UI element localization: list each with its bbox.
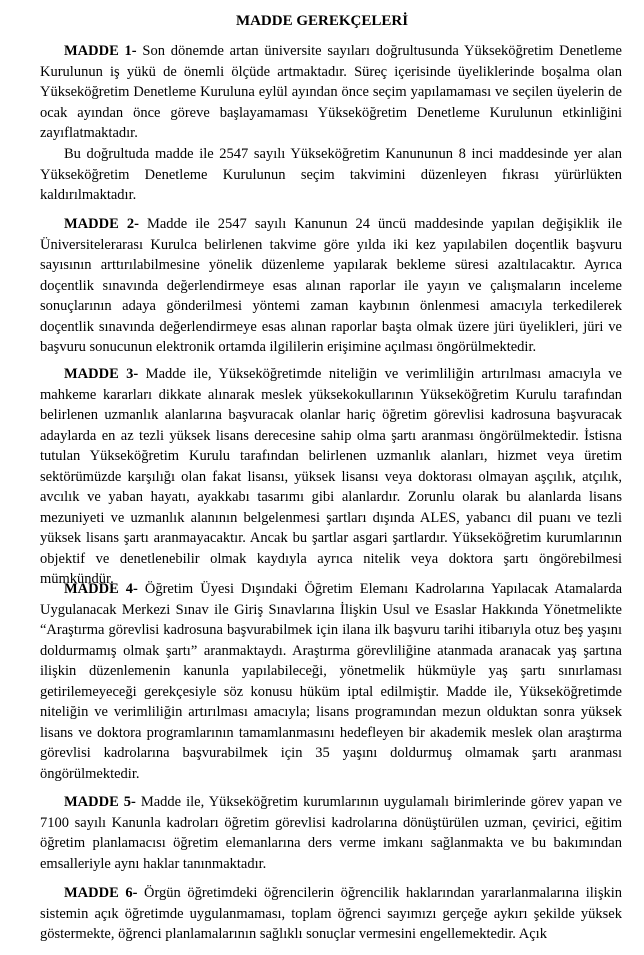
article-6-paragraph: [40, 883, 622, 943]
article-1-heading: MADDE 1-: [64, 43, 137, 59]
document-title: MADDE GEREKÇELERİ: [235, 13, 409, 29]
article-5-heading: MADDE 5-: [64, 794, 136, 810]
article-3-text: Madde ile, Yükseköğretimde niteliğin ve verimliliğin artırılması amacıyla ve mahkeme kararları dikkate alınarak meslek yüksekokullarının Yükseköğretim Kurulu tarafından belirlenen uzmanlık alanlarına başvuracak olanlar hariç öğretim görevlisi kadrosuna başvuracak adaylarda en az tezli yüksek lisans derecesine sahip olma şartı aranması öngörülmektedir. İstisna tutulan Yükseköğretim Kurulu tarafından belirlenen uzmanlık alanları, hizmet veya üretim sektörümüzde karşılığı olan fakat lisansı, yüksek lisansı veya doktorası olmayan aşçılık, atçılık, avcılık ve yaban hayatı, ayakkabı tasarımı gibi alanlardır. Zorunlu olarak bu alanlarda lisans mezuniyeti ve uzmanlık alanının belgelenmesi şartları dışında ALES, yabancı dil puanı ve tezli yüksek lisans şartı aranmayacaktır. Ancak bu şartlar asgari şartlardır. Yükseköğretim kurumlarının objektif ve denetlenebilir olmak kaydıyla ayrıca nitelik veya doktora şartı öngörebilmesi mümkündür.: [40, 366, 622, 587]
article-1-text: Son dönemde artan üniversite sayıları doğrultusunda Yükseköğretim Denetleme Kurulunun iş yükü de önemli ölçüde artmaktadır. Süreç içerisinde üyeliklerinde boşalma olan Yükseköğretim Denetleme Kuruluna eylül ayından önce seçim yapılamaması ve seçilen üyelerin de ocak ayından önce göreve başlayamaması Yükseköğretim Denetleme Kurulunun etkinliğini zayıflatmaktadır.: [40, 43, 622, 141]
article-5-text: Madde ile, Yükseköğretim kurumlarının uygulamalı birimlerinde görev yapan ve 7100 sayılı Kanunla kadroları öğretim görevlisi kadrolarına dönüştürülen uzman, çevirici, eğitim öğretim planlamacısı öğretim elemanlarına ders verme imkanı sağlanmakta ve bu bakımından emsalleriyle aynı haklar tanınmaktadır.: [40, 794, 622, 872]
article-4-paragraph: [40, 579, 622, 784]
article-6-heading: MADDE 6-: [64, 885, 138, 901]
article-4-heading: MADDE 4-: [64, 581, 138, 597]
article-1-paragraph-2: Bu doğrultuda madde ile 2547 sayılı Yükseköğretim Kanununun 8 inci maddesinde yer alan Yükseköğretim Denetleme Kurulunun seçim takvimini düzenleyen fıkrası yürürlükten kaldırılmaktadır.: [40, 146, 622, 203]
article-6-text: Örgün öğretimdeki öğrencilerin öğrencilik haklarından yararlanmalarına ilişkin sistemin açık öğretimde uygulanmaması, toplam öğrenci sayımızı gerçeğe aykırı şekilde yüksek göstermekte, öğrenci planlamalarının sağlıklı sonuçlar vermesini engellemektedir. Açık: [40, 885, 622, 942]
article-3-paragraph: [40, 364, 622, 590]
article-2-paragraph: [40, 214, 622, 358]
article-4-text: Öğretim Üyesi Dışındaki Öğretim Elemanı Kadrolarına Yapılacak Atamalarda Uygulanacak Merkezi Sınav ile Giriş Sınavlarına İlişkin Usul ve Esaslar Hakkında Yönetmelikte “Araştırma görevlisi kadrosuna başvurabilmek için ilana ilk başvuru tarihi itibarıyla otuz beş yaşını doldurmamış olmak şartı” aranmaktaydı. Araştırma görevliliğine atanmada aranacak yaş şartına ilişkin düzenlemenin kanunla yapılabileceği, yönetmelik hükmüyle yaş şartı sınırlaması getirilemeyeceği gerekçesiyle söz konusu hüküm iptal edilmiştir. Madde ile, Yükseköğretimde niteliğin ve verimliliğin artırılması amacıyla; lisans programından mezun olduktan sonra yüksek lisans ve doktora programlarının tamamlanmasını hedefleyen bir akademik meslek olan araştırma görevlisi kadrolarına başvurabilmek için 35 yaşını doldurmuş olmamak şartı aranması öngörülmektedir.: [40, 581, 622, 782]
article-3-heading: MADDE 3-: [64, 366, 139, 382]
article-2-text: Madde ile 2547 sayılı Kanunun 24 üncü maddesinde yapılan değişiklik ile Üniversitelerarası Kurulca belirlenen takvime göre yılda iki kez yapılabilen doçentlik başvuru sayısının arttırılabilmesine yönelik düzenleme yapılarak bekleme süresi azaltılacaktır. Ayrıca doçentlik sınavında değerlendirmeye esas alınan raporlar ile yayın ve çalışmaların inceleme sonuçlarının adaya gönderilmesi yöntemi zaman kaybının önlenmesi amacıyla terkedilerek doçentlik sınavında değerlendirmeye esas alınan raporlar başta olmak üzere jüri üyelikleri, jüri ve başvuru sonucunun elektronik ortamda ilgililerin erişimine açılması öngörülmektedir.: [40, 216, 623, 355]
article-1-paragraph-1: [40, 41, 622, 144]
article-2-heading: MADDE 2-: [64, 216, 139, 232]
article-5-paragraph: [40, 792, 622, 874]
